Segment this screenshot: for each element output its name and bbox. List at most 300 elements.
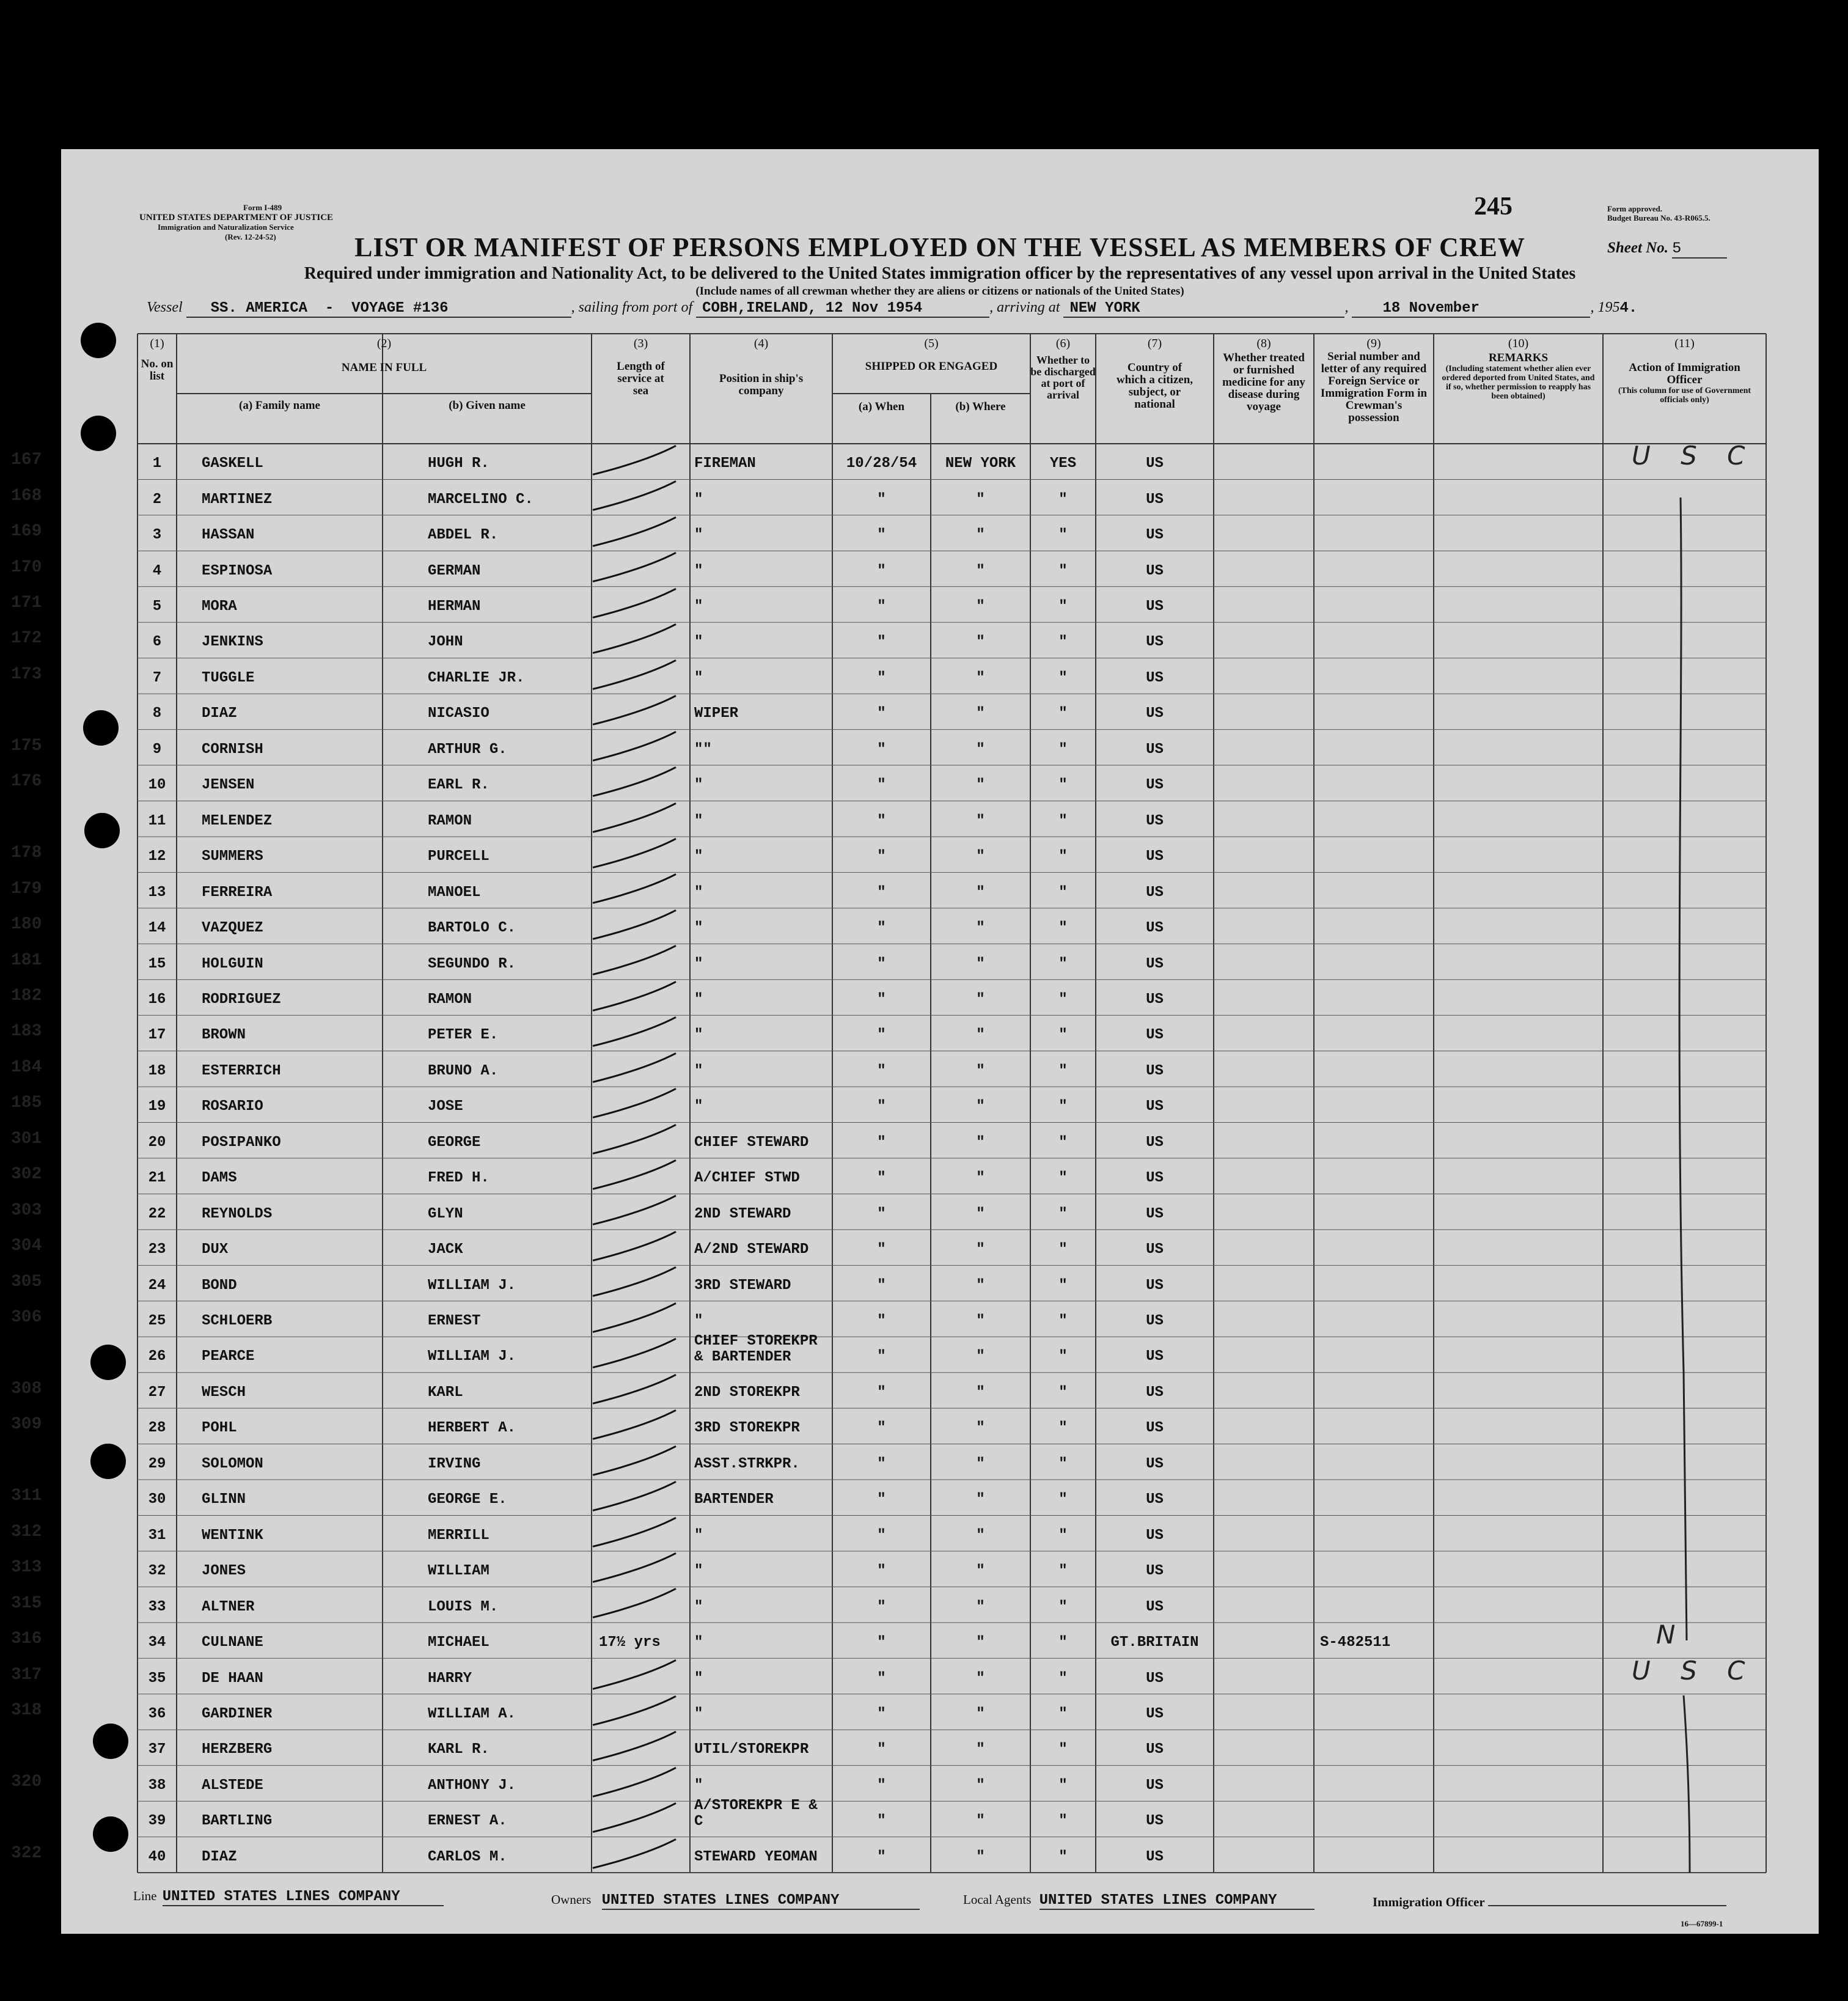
row-lead-number: 322 (11, 1843, 42, 1863)
cell-when: " (877, 1170, 886, 1187)
cell-where: " (976, 1348, 985, 1365)
footer-officer-signature-line (1488, 1905, 1726, 1906)
cell-position: 3RD STOREKPR (694, 1420, 800, 1437)
header-col7-number: (7) (1147, 337, 1162, 350)
cell-no: 22 (148, 1205, 166, 1222)
cell-family: ALTNER (202, 1598, 255, 1615)
cell-where: " (976, 1134, 985, 1151)
row-lead-number: 173 (11, 664, 42, 684)
cell-family: GASKELL (202, 455, 263, 472)
cell-where: " (976, 669, 985, 686)
cell-where: " (976, 1741, 985, 1758)
header-col5b: (b) Where (955, 400, 1006, 413)
cell-where: " (976, 1277, 985, 1294)
cell-country: US (1146, 1348, 1164, 1365)
footer-owners-label: Owners (551, 1892, 592, 1907)
cell-no: 31 (148, 1527, 166, 1544)
cell-where: " (976, 777, 985, 794)
footer-owners (551, 1892, 920, 1910)
cell-family: WESCH (202, 1384, 246, 1401)
cell-position: " (694, 1777, 703, 1794)
sailing-label: , sailing from port of (571, 299, 693, 315)
cell-where: " (976, 1527, 985, 1544)
cell-where: " (976, 1455, 985, 1472)
cell-discharge: " (1058, 1277, 1068, 1294)
vessel-value: SS. AMERICA - VOYAGE #136 (186, 300, 571, 318)
cell-when: " (877, 527, 886, 544)
cell-when: " (877, 955, 886, 972)
cell-when: " (877, 848, 886, 865)
header-col3-number: (3) (633, 337, 648, 350)
cell-position: 2ND STOREKPR (694, 1384, 800, 1401)
cell-discharge: " (1058, 1563, 1068, 1580)
row-lead-number: 180 (11, 915, 42, 934)
cell-position: A/STOREKPR E & C (694, 1797, 818, 1830)
cell-family: HOLGUIN (202, 955, 263, 972)
cell-where: " (976, 1848, 985, 1865)
row-lead-number: 178 (11, 843, 42, 863)
punch-hole (93, 1724, 128, 1759)
cell-no: 1 (152, 455, 162, 472)
cell-position: WIPER (694, 705, 739, 722)
cell-where: " (976, 884, 985, 901)
voyage-info-row: Vessel SS. AMERICA - VOYAGE #136 , sailing from port of COBH,IRELAND, 12 Nov 1954 , arriving at NEW YORK , 18 November , 1954. (147, 299, 1638, 317)
cell-discharge: " (1058, 812, 1068, 829)
cell-where: " (976, 1670, 985, 1687)
cell-where: " (976, 1098, 985, 1115)
header-col5a: (a) When (858, 400, 905, 413)
cell-when: " (877, 920, 886, 937)
cell-position: " (694, 669, 703, 686)
cell-where: " (976, 812, 985, 829)
cell-family: ESTERRICH (202, 1062, 281, 1079)
cell-family: POHL (202, 1420, 237, 1437)
cell-when: " (877, 705, 886, 722)
cell-family: DIAZ (202, 705, 237, 722)
cell-when: " (877, 1277, 886, 1294)
cell-given: HERBERT A. (428, 1420, 516, 1437)
cell-country: US (1146, 920, 1164, 937)
cell-given: JOSE (428, 1098, 463, 1115)
cell-given: EARL R. (428, 777, 490, 794)
cell-family: PEARCE (202, 1348, 255, 1365)
cell-where: " (976, 1705, 985, 1722)
cell-country: US (1146, 991, 1164, 1008)
cell-discharge: " (1058, 527, 1068, 544)
row-lead-number: 301 (11, 1129, 42, 1148)
cell-family: VAZQUEZ (202, 920, 263, 937)
header-col6-number: (6) (1055, 337, 1071, 350)
cell-where: " (976, 1598, 985, 1615)
cell-given: IRVING (428, 1455, 481, 1472)
header-col8-number: (8) (1256, 337, 1271, 350)
cell-discharge: " (1058, 1313, 1068, 1330)
cell-given: RAMON (428, 812, 472, 829)
header-col11-number: (11) (1674, 337, 1695, 350)
cell-family: SUMMERS (202, 848, 263, 865)
header-col7-label: Country of which a citizen, subject, or national (1116, 361, 1194, 411)
cell-country: US (1146, 848, 1164, 865)
cell-position: " (694, 491, 703, 508)
cell-position: " (694, 1634, 703, 1651)
cell-given: CHARLIE JR. (428, 669, 525, 686)
cell-position: "" (694, 741, 712, 758)
cell-given: BRUNO A. (428, 1062, 499, 1079)
cell-position: " (694, 1098, 703, 1115)
action-annotation: N (1656, 1620, 1687, 1650)
cell-discharge: " (1058, 1848, 1068, 1865)
arriving-port-value: NEW YORK (1063, 300, 1344, 318)
action-bracket-marks (61, 149, 1819, 1934)
cell-discharge: " (1058, 1098, 1068, 1115)
row-lead-number: 315 (11, 1593, 42, 1613)
cell-no: 33 (148, 1598, 166, 1615)
cell-when: " (877, 812, 886, 829)
cell-discharge: " (1058, 1062, 1068, 1079)
cell-no: 27 (148, 1384, 166, 1401)
cell-country: US (1146, 1205, 1164, 1222)
row-lead-number: 175 (11, 736, 42, 755)
cell-discharge: " (1058, 1777, 1068, 1794)
form-number: Form I-489 (243, 203, 282, 212)
cell-no: 14 (148, 920, 166, 937)
cell-service: 17½ yrs (599, 1634, 661, 1651)
cell-position: BARTENDER (694, 1491, 774, 1508)
cell-family: JONES (202, 1563, 246, 1580)
cell-country: US (1146, 1527, 1164, 1544)
cell-given: WILLIAM J. (428, 1277, 516, 1294)
cell-when: " (877, 1741, 886, 1758)
cell-country: US (1146, 1277, 1164, 1294)
header-col10-number: (10) (1508, 337, 1529, 350)
cell-family: FERREIRA (202, 884, 273, 901)
cell-where: " (976, 527, 985, 544)
cell-given: ERNEST A. (428, 1813, 507, 1830)
cell-given: WILLIAM A. (428, 1705, 516, 1722)
row-lead-number: 184 (11, 1057, 42, 1077)
header-col2b: (b) Given name (449, 399, 526, 412)
cell-given: HERMAN (428, 598, 481, 615)
cell-where: " (976, 848, 985, 865)
row-lead-number: 320 (11, 1772, 42, 1791)
cell-country: US (1146, 527, 1164, 544)
cell-discharge: " (1058, 1741, 1068, 1758)
cell-discharge: " (1058, 955, 1068, 972)
cell-position: FIREMAN (694, 455, 756, 472)
cell-discharge: " (1058, 1384, 1068, 1401)
cell-position: CHIEF STOREKPR & BARTENDER (694, 1333, 818, 1366)
cell-given: GEORGE E. (428, 1491, 507, 1508)
cell-position: " (694, 527, 703, 544)
cell-no: 8 (152, 705, 162, 722)
cell-discharge: " (1058, 920, 1068, 937)
cell-discharge: " (1058, 1420, 1068, 1437)
cell-no: 32 (148, 1563, 166, 1580)
header-col1-label: No. on list (141, 358, 174, 383)
cell-given: PURCELL (428, 848, 490, 865)
footer-officer-label: Immigration Officer (1373, 1895, 1485, 1909)
cell-discharge: " (1058, 991, 1068, 1008)
cell-when: " (877, 1598, 886, 1615)
cell-no: 38 (148, 1777, 166, 1794)
cell-country: US (1146, 741, 1164, 758)
cell-given: BARTOLO C. (428, 920, 516, 937)
service-name: Immigration and Naturalization Service (158, 222, 294, 232)
cell-given: GERMAN (428, 562, 481, 579)
cell-family: CULNANE (202, 1634, 263, 1651)
cell-no: 6 (152, 634, 162, 651)
cell-family: DIAZ (202, 1848, 237, 1865)
cell-position: " (694, 812, 703, 829)
cell-no: 13 (148, 884, 166, 901)
header-col10-label: REMARKS (1488, 351, 1549, 364)
cell-given: MICHAEL (428, 1634, 490, 1651)
cell-when: " (877, 741, 886, 758)
cell-family: DE HAAN (202, 1670, 263, 1687)
row-lead-number: 317 (11, 1665, 42, 1684)
cell-family: BROWN (202, 1027, 246, 1044)
footer-owners-value: UNITED STATES LINES COMPANY (602, 1892, 920, 1910)
cell-discharge: " (1058, 1348, 1068, 1365)
cell-given: LOUIS M. (428, 1598, 499, 1615)
row-lead-number: 318 (11, 1700, 42, 1720)
cell-position: " (694, 1313, 703, 1330)
row-lead-number: 313 (11, 1558, 42, 1577)
footer-officer (1373, 1895, 1726, 1910)
cell-position: CHIEF STEWARD (694, 1134, 809, 1151)
cell-family: SOLOMON (202, 1455, 263, 1472)
cell-where: " (976, 1241, 985, 1258)
cell-no: 15 (148, 955, 166, 972)
cell-discharge: " (1058, 777, 1068, 794)
cell-given: JOHN (428, 634, 463, 651)
cell-given: PETER E. (428, 1027, 499, 1044)
header-col1-number: (1) (150, 337, 164, 350)
cell-no: 20 (148, 1134, 166, 1151)
cell-discharge: " (1058, 1634, 1068, 1651)
cell-family: JENSEN (202, 777, 255, 794)
cell-country: US (1146, 1134, 1164, 1151)
cell-when: " (877, 1348, 886, 1365)
cell-given: MARCELINO C. (428, 491, 534, 508)
cell-when: " (877, 1313, 886, 1330)
cell-when: " (877, 1634, 886, 1651)
cell-discharge: " (1058, 705, 1068, 722)
cell-family: MELENDEZ (202, 812, 273, 829)
punch-hole (90, 1444, 126, 1479)
cell-discharge: " (1058, 741, 1068, 758)
cell-position: UTIL/STOREKPR (694, 1741, 809, 1758)
header-col6-label: Whether to be discharged at port of arrival (1030, 354, 1096, 401)
row-lead-number: 312 (11, 1522, 42, 1541)
header-col9-label: Serial number and letter of any required Foreign Service or Immigration Form in Crewman's possession (1320, 350, 1428, 424)
cell-when: " (877, 1420, 886, 1437)
cell-discharge: " (1058, 1491, 1068, 1508)
cell-position: " (694, 1027, 703, 1044)
cell-where: " (976, 1062, 985, 1079)
row-lead-number: 167 (11, 450, 42, 470)
cell-position: A/CHIEF STWD (694, 1170, 800, 1187)
cell-country: US (1146, 955, 1164, 972)
cell-position: ASST.STRKPR. (694, 1455, 800, 1472)
cell-family: DAMS (202, 1170, 237, 1187)
department-name: UNITED STATES DEPARTMENT OF JUSTICE (139, 213, 334, 222)
cell-when: " (877, 562, 886, 579)
cell-country: US (1146, 455, 1164, 472)
cell-position: " (694, 1705, 703, 1722)
cell-discharge: " (1058, 491, 1068, 508)
cell-when: " (877, 1813, 886, 1830)
cell-family: TUGGLE (202, 669, 255, 686)
row-lead-number: 316 (11, 1629, 42, 1649)
cell-given: MANOEL (428, 884, 481, 901)
row-lead-number: 171 (11, 593, 42, 613)
cell-family: HERZBERG (202, 1741, 273, 1758)
row-lead-number: 181 (11, 950, 42, 970)
header-col4-number: (4) (754, 337, 769, 350)
cell-country: US (1146, 1098, 1164, 1115)
row-lead-number: 308 (11, 1379, 42, 1398)
cell-discharge: " (1058, 1455, 1068, 1472)
footer-agents-label: Local Agents (963, 1892, 1032, 1907)
cell-no: 4 (152, 562, 162, 579)
cell-where: " (976, 1170, 985, 1187)
header-col11-label: Action of Immigration Officer (1629, 361, 1740, 386)
row-lead-number: 170 (11, 557, 42, 577)
arriving-label: , arriving at (989, 299, 1060, 315)
cell-discharge: " (1058, 1705, 1068, 1722)
cell-when: " (877, 1241, 886, 1258)
approval-line-1: Form approved. (1607, 204, 1663, 213)
header-col5-number: (5) (924, 337, 939, 350)
cell-position: " (694, 991, 703, 1008)
cell-position: " (694, 598, 703, 615)
cell-given: GLYN (428, 1205, 463, 1222)
cell-no: 21 (148, 1170, 166, 1187)
cell-where: " (976, 1384, 985, 1401)
cell-when: " (877, 1062, 886, 1079)
cell-family: CORNISH (202, 741, 263, 758)
cell-position: 2ND STEWARD (694, 1205, 791, 1222)
cell-where: " (976, 955, 985, 972)
cell-country: US (1146, 491, 1164, 508)
cell-family: JENKINS (202, 634, 263, 651)
print-code: 16—67899-1 (1681, 1919, 1723, 1928)
cell-discharge: " (1058, 1670, 1068, 1687)
cell-when: " (877, 1777, 886, 1794)
cell-where: " (976, 1634, 985, 1651)
cell-when: " (877, 1563, 886, 1580)
page-number: 245 (1474, 193, 1513, 221)
cell-discharge: " (1058, 1241, 1068, 1258)
header-col8-label: Whether treated or furnished medicine for any disease during voyage (1222, 351, 1305, 413)
row-lead-number: 311 (11, 1486, 42, 1506)
cell-where: " (976, 1813, 985, 1830)
cell-family: GARDINER (202, 1705, 273, 1722)
cell-discharge: " (1058, 848, 1068, 865)
cell-family: WENTINK (202, 1527, 263, 1544)
form-revision: (Rev. 12-24-52) (225, 232, 276, 241)
cell-where: " (976, 920, 985, 937)
cell-discharge: " (1058, 1170, 1068, 1187)
cell-given: WILLIAM (428, 1563, 490, 1580)
cell-position: " (694, 955, 703, 972)
manifest-sheet (11, 149, 1819, 1934)
cell-family: DUX (202, 1241, 229, 1258)
header-col2a: (a) Family name (239, 399, 320, 412)
cell-no: 17 (148, 1027, 166, 1044)
cell-position: " (694, 1527, 703, 1544)
cell-where: " (976, 598, 985, 615)
page-subtitle: Required under immigration and Nationality Act, to be delivered to the United States immigration officer by the representatives of any vessel upon arrival in the United States (304, 264, 1576, 283)
cell-no: 35 (148, 1670, 166, 1687)
approval-line-2: Budget Bureau No. 43-R065.5. (1607, 213, 1711, 222)
footer-agents-value: UNITED STATES LINES COMPANY (1040, 1892, 1314, 1910)
year-label: , 195 (1590, 299, 1620, 315)
cell-given: ANTHONY J. (428, 1777, 516, 1794)
cell-when: " (877, 1527, 886, 1544)
cell-no: 37 (148, 1741, 166, 1758)
cell-position: " (694, 1598, 703, 1615)
row-lead-number: 176 (11, 772, 42, 791)
cell-given: MERRILL (428, 1527, 490, 1544)
cell-where: " (976, 1205, 985, 1222)
cell-country: US (1146, 598, 1164, 615)
cell-discharge: " (1058, 1027, 1068, 1044)
cell-where: " (976, 634, 985, 651)
cell-no: 24 (148, 1277, 166, 1294)
cell-discharge: YES (1049, 455, 1077, 472)
cell-where: " (976, 741, 985, 758)
cell-position: " (694, 634, 703, 651)
row-lead-number: 305 (11, 1272, 42, 1291)
header-col5-label: SHIPPED OR ENGAGED (865, 360, 998, 373)
cell-country: US (1146, 1813, 1164, 1830)
row-lead-number: 309 (11, 1415, 42, 1434)
cell-discharge: " (1058, 1598, 1068, 1615)
cell-where: " (976, 1313, 985, 1330)
punch-hole (81, 416, 116, 451)
cell-position: STEWARD YEOMAN (694, 1848, 818, 1865)
cell-when: " (877, 1491, 886, 1508)
cell-where: " (976, 1777, 985, 1794)
cell-country: US (1146, 777, 1164, 794)
cell-given: FRED H. (428, 1170, 490, 1187)
cell-family: GLINN (202, 1491, 246, 1508)
cell-family: MARTINEZ (202, 491, 273, 508)
cell-given: ERNEST (428, 1313, 481, 1330)
cell-given: SEGUNDO R. (428, 955, 516, 972)
cell-family: REYNOLDS (202, 1205, 273, 1222)
page-subnote: (Include names of all crewman whether they are aliens or citizens or nationals of the United States) (695, 285, 1184, 298)
cell-position: " (694, 562, 703, 579)
cell-country: US (1146, 1420, 1164, 1437)
cell-position: A/2ND STEWARD (694, 1241, 809, 1258)
cell-discharge: " (1058, 634, 1068, 651)
cell-no: 5 (152, 598, 162, 615)
cell-country: US (1146, 562, 1164, 579)
header-col9-number: (9) (1366, 337, 1381, 350)
cell-position: 3RD STEWARD (694, 1277, 791, 1294)
cell-no: 26 (148, 1348, 166, 1365)
cell-where: " (976, 1027, 985, 1044)
cell-given: KARL (428, 1384, 463, 1401)
cell-when: " (877, 777, 886, 794)
cell-country: US (1146, 1705, 1164, 1722)
cell-position: " (694, 848, 703, 865)
cell-country: US (1146, 634, 1164, 651)
cell-when: " (877, 1205, 886, 1222)
